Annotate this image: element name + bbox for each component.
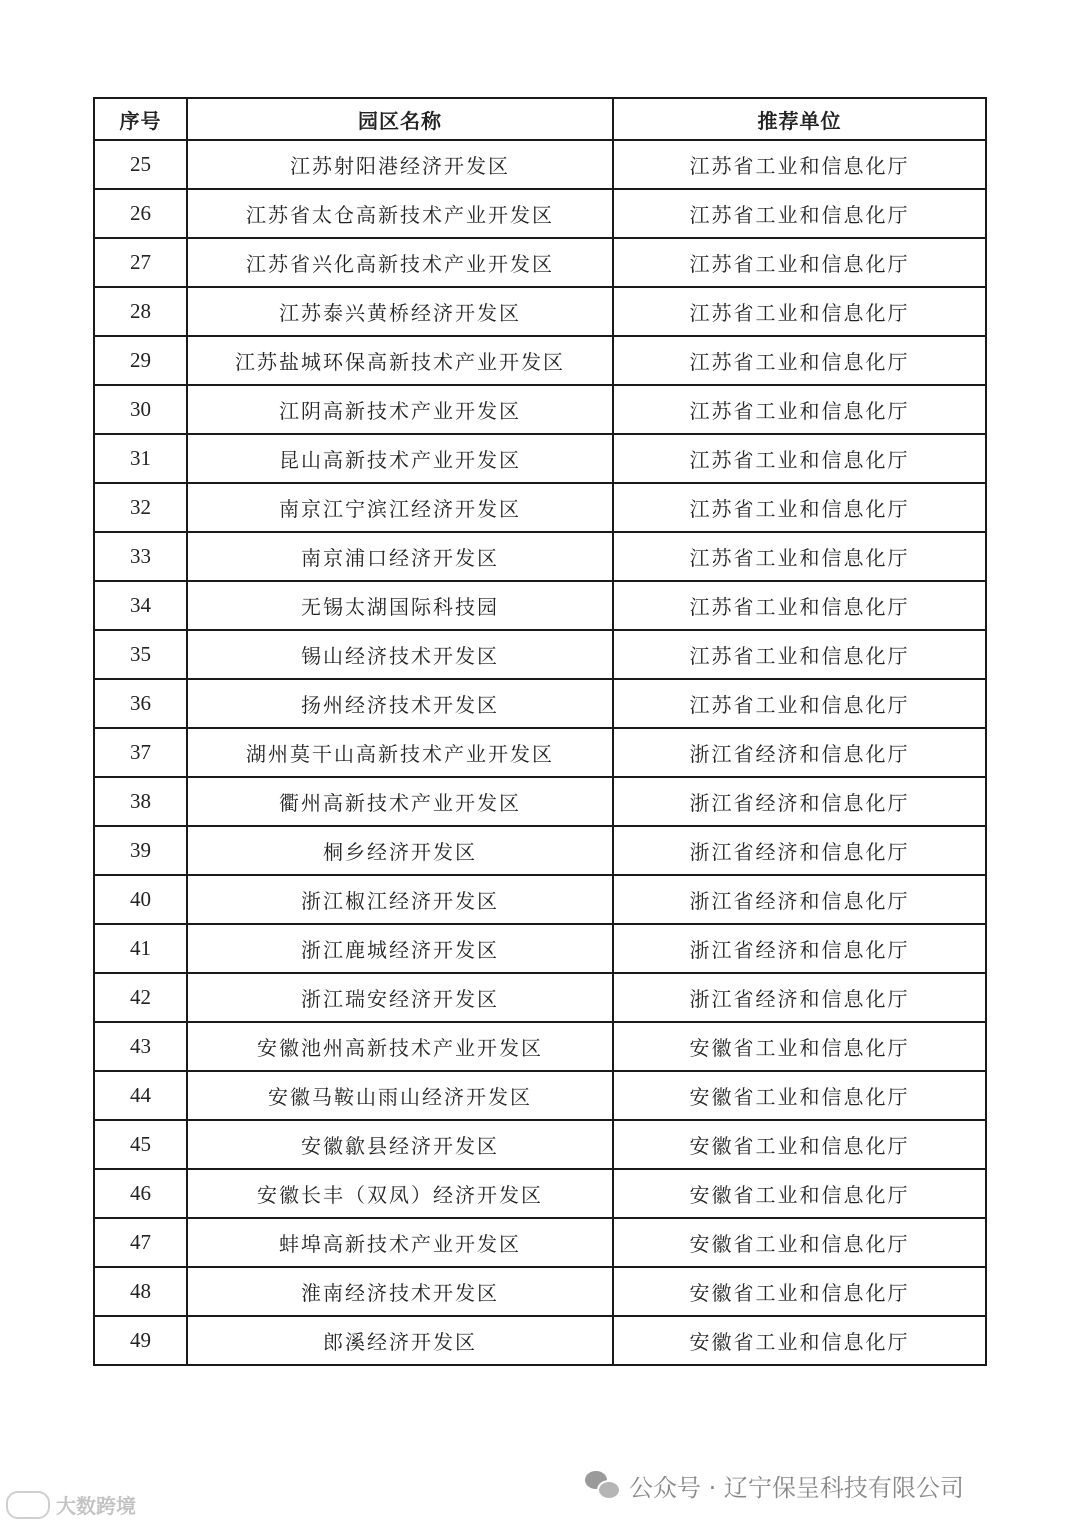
cell-park-name: 湖州莫干山高新技术产业开发区 (187, 728, 613, 777)
cell-park-name: 江苏省兴化高新技术产业开发区 (187, 238, 613, 287)
wechat-account-text: 公众号 · 辽宁保呈科技有限公司 (629, 1473, 964, 1502)
cell-park-name: 淮南经济技术开发区 (187, 1267, 613, 1316)
table-row (94, 973, 986, 1022)
table-row (94, 1022, 986, 1071)
cell-recommender: 江苏省工业和信息化厅 (613, 434, 986, 483)
cell-recommender: 江苏省工业和信息化厅 (613, 679, 986, 728)
cell-recommender: 浙江省经济和信息化厅 (613, 728, 986, 777)
cell-recommender: 江苏省工业和信息化厅 (613, 483, 986, 532)
cell-index: 35 (94, 630, 187, 679)
cell-index: 32 (94, 483, 187, 532)
cell-index: 29 (94, 336, 187, 385)
cell-index: 27 (94, 238, 187, 287)
table-row (94, 1071, 986, 1120)
cell-park-name: 安徽长丰（双凤）经济开发区 (187, 1169, 613, 1218)
cell-park-name: 桐乡经济开发区 (187, 826, 613, 875)
cell-index: 37 (94, 728, 187, 777)
table-row (94, 1316, 986, 1365)
cell-recommender: 安徽省工业和信息化厅 (613, 1267, 986, 1316)
header-index: 序号 (94, 98, 187, 140)
cell-index: 26 (94, 189, 187, 238)
cell-index: 41 (94, 924, 187, 973)
cell-park-name: 浙江瑞安经济开发区 (187, 973, 613, 1022)
table-row (94, 777, 986, 826)
cell-index: 25 (94, 140, 187, 189)
cell-park-name: 江苏射阳港经济开发区 (187, 140, 613, 189)
table-row (94, 483, 986, 532)
cell-park-name: 浙江椒江经济开发区 (187, 875, 613, 924)
table-row (94, 826, 986, 875)
corner-watermark-text: 大数跨境 (56, 1494, 136, 1518)
cell-index: 34 (94, 581, 187, 630)
brand-logo-icon (6, 1491, 50, 1519)
cell-park-name: 锡山经济技术开发区 (187, 630, 613, 679)
cell-recommender: 江苏省工业和信息化厅 (613, 385, 986, 434)
cell-index: 43 (94, 1022, 187, 1071)
parks-table (93, 97, 987, 1366)
cell-recommender: 浙江省经济和信息化厅 (613, 826, 986, 875)
table-row (94, 924, 986, 973)
wechat-icon (585, 1471, 619, 1499)
table-row (94, 532, 986, 581)
table-row (94, 728, 986, 777)
cell-recommender: 江苏省工业和信息化厅 (613, 336, 986, 385)
cell-recommender: 江苏省工业和信息化厅 (613, 630, 986, 679)
cell-park-name: 昆山高新技术产业开发区 (187, 434, 613, 483)
cell-park-name: 江苏盐城环保高新技术产业开发区 (187, 336, 613, 385)
cell-index: 33 (94, 532, 187, 581)
cell-index: 39 (94, 826, 187, 875)
cell-recommender: 浙江省经济和信息化厅 (613, 875, 986, 924)
cell-park-name: 衢州高新技术产业开发区 (187, 777, 613, 826)
cell-recommender: 安徽省工业和信息化厅 (613, 1169, 986, 1218)
cell-recommender: 江苏省工业和信息化厅 (613, 287, 986, 336)
cell-park-name: 郎溪经济开发区 (187, 1316, 613, 1365)
table-row (94, 287, 986, 336)
cell-park-name: 南京江宁滨江经济开发区 (187, 483, 613, 532)
table-row (94, 1218, 986, 1267)
cell-park-name: 南京浦口经济开发区 (187, 532, 613, 581)
wechat-watermark (585, 1468, 964, 1502)
cell-index: 36 (94, 679, 187, 728)
table-row (94, 1169, 986, 1218)
corner-watermark (6, 1490, 136, 1519)
cell-park-name: 扬州经济技术开发区 (187, 679, 613, 728)
cell-park-name: 江苏泰兴黄桥经济开发区 (187, 287, 613, 336)
cell-index: 30 (94, 385, 187, 434)
table-row (94, 189, 986, 238)
cell-park-name: 蚌埠高新技术产业开发区 (187, 1218, 613, 1267)
cell-park-name: 江苏省太仓高新技术产业开发区 (187, 189, 613, 238)
table-row (94, 679, 986, 728)
cell-recommender: 浙江省经济和信息化厅 (613, 973, 986, 1022)
cell-index: 28 (94, 287, 187, 336)
cell-index: 45 (94, 1120, 187, 1169)
cell-index: 38 (94, 777, 187, 826)
table-row (94, 630, 986, 679)
cell-index: 48 (94, 1267, 187, 1316)
table-row (94, 1267, 986, 1316)
table-row (94, 1120, 986, 1169)
cell-recommender: 江苏省工业和信息化厅 (613, 581, 986, 630)
cell-index: 31 (94, 434, 187, 483)
cell-index: 42 (94, 973, 187, 1022)
cell-park-name: 安徽池州高新技术产业开发区 (187, 1022, 613, 1071)
table-row (94, 434, 986, 483)
cell-park-name: 安徽歙县经济开发区 (187, 1120, 613, 1169)
header-recommender: 推荐单位 (613, 98, 986, 140)
cell-index: 40 (94, 875, 187, 924)
cell-recommender: 江苏省工业和信息化厅 (613, 238, 986, 287)
table-row (94, 238, 986, 287)
cell-recommender: 浙江省经济和信息化厅 (613, 924, 986, 973)
table-body (94, 140, 986, 1365)
header-park-name: 园区名称 (187, 98, 613, 140)
cell-index: 49 (94, 1316, 187, 1365)
cell-recommender: 江苏省工业和信息化厅 (613, 189, 986, 238)
table-row (94, 385, 986, 434)
cell-park-name: 江阴高新技术产业开发区 (187, 385, 613, 434)
cell-index: 46 (94, 1169, 187, 1218)
cell-recommender: 安徽省工业和信息化厅 (613, 1218, 986, 1267)
table-row (94, 875, 986, 924)
cell-recommender: 安徽省工业和信息化厅 (613, 1022, 986, 1071)
cell-park-name: 安徽马鞍山雨山经济开发区 (187, 1071, 613, 1120)
cell-recommender: 安徽省工业和信息化厅 (613, 1071, 986, 1120)
table-header-row (94, 98, 986, 140)
cell-recommender: 安徽省工业和信息化厅 (613, 1120, 986, 1169)
cell-recommender: 浙江省经济和信息化厅 (613, 777, 986, 826)
table-row (94, 336, 986, 385)
cell-park-name: 无锡太湖国际科技园 (187, 581, 613, 630)
cell-recommender: 安徽省工业和信息化厅 (613, 1316, 986, 1365)
cell-recommender: 江苏省工业和信息化厅 (613, 140, 986, 189)
table-row (94, 140, 986, 189)
cell-recommender: 江苏省工业和信息化厅 (613, 532, 986, 581)
cell-index: 44 (94, 1071, 187, 1120)
table-row (94, 581, 986, 630)
cell-park-name: 浙江鹿城经济开发区 (187, 924, 613, 973)
cell-index: 47 (94, 1218, 187, 1267)
